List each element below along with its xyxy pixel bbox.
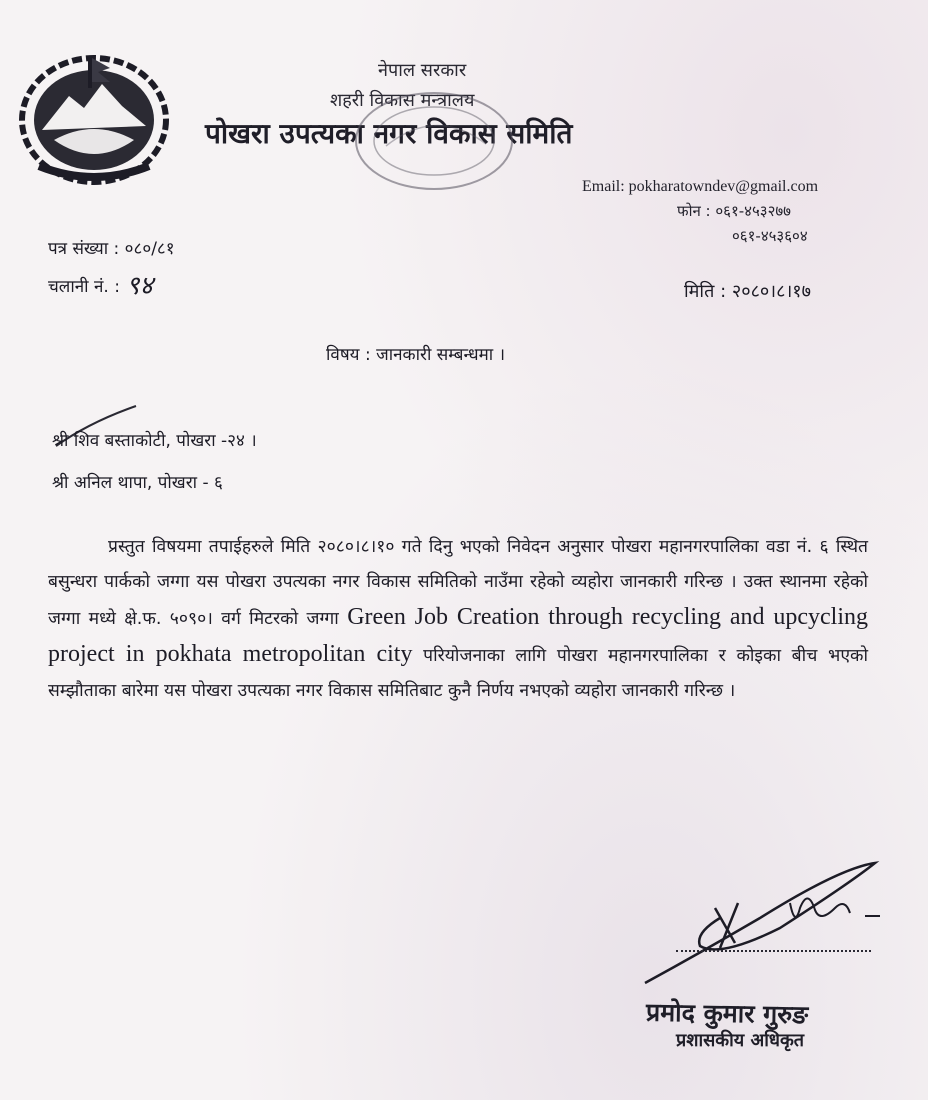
recipient-2: श्री अनिल थापा, पोखरा - ६ bbox=[52, 473, 223, 493]
letter-subject: विषय : जानकारी सम्बन्धमा । bbox=[326, 345, 506, 365]
body-project-name: Green Job Creation through recycling and upcycling project in pokhata metropolitan city bbox=[48, 604, 868, 667]
email-address: Email: pokharatowndev@gmail.com bbox=[582, 178, 819, 195]
body-part-2: परियोजनाका लागि पोखरा महानगरपालिका र कोइका बीच भएको सम्झौताका बारेमा यस पोखरा उपत्यका नगर विकास समितिबाट कुनै निर्णय नभएको व्यहोरा जानकारी गरिन्छ । bbox=[48, 646, 868, 701]
signatory-title: प्रशासकीय अधिकृत bbox=[676, 1030, 805, 1051]
letter-date: मिति : २०८०।८।१७ bbox=[684, 281, 812, 302]
letter-number: पत्र संख्या : ०८०/८१ bbox=[48, 239, 175, 259]
phone-number-2: ०६१-४५३६०४ bbox=[732, 227, 808, 245]
signature-line bbox=[676, 950, 871, 952]
phone-number-1: फोन : ०६१-४५३२७७ bbox=[677, 202, 791, 220]
signatory-name: प्रमोद कुमार गुरुङ bbox=[645, 997, 809, 1030]
gov-line-1: नेपाल सरकार bbox=[378, 60, 467, 81]
handwritten-signature-icon bbox=[640, 858, 890, 993]
nepal-emblem-icon bbox=[14, 48, 174, 186]
dispatch-label: चलानी नं. : bbox=[48, 277, 120, 297]
letter-body bbox=[48, 530, 868, 709]
gov-line-2: शहरी विकास मन्त्रालय bbox=[330, 90, 475, 111]
org-title: पोखरा उपत्यका नगर विकास समिति bbox=[205, 117, 573, 150]
office-seal-icon bbox=[346, 86, 516, 196]
recipient-1: श्री शिव बस्ताकोटी, पोखरा -२४ । bbox=[52, 431, 257, 451]
dispatch-value: ९४ bbox=[125, 271, 153, 301]
body-part-1: प्रस्तुत विषयमा तपाईहरुले मिति २०८०।८।१० गते दिनु भएको निवेदन अनुसार पोखरा महानगरपालिका वडा नं. ६ स्थित बसुन्धरा पार्कको जग्गा यस पोखरा उपत्यका नगर विकास समितिको नाउँमा रहेको व्यहोरा जानकारी गरिन्छ । उक्त स्थानमा रहेको जग्गा मध्ये क्षे.फ. ५०९०। वर्ग मिटरको जग्गा bbox=[48, 537, 868, 629]
dispatch-number bbox=[48, 264, 153, 300]
